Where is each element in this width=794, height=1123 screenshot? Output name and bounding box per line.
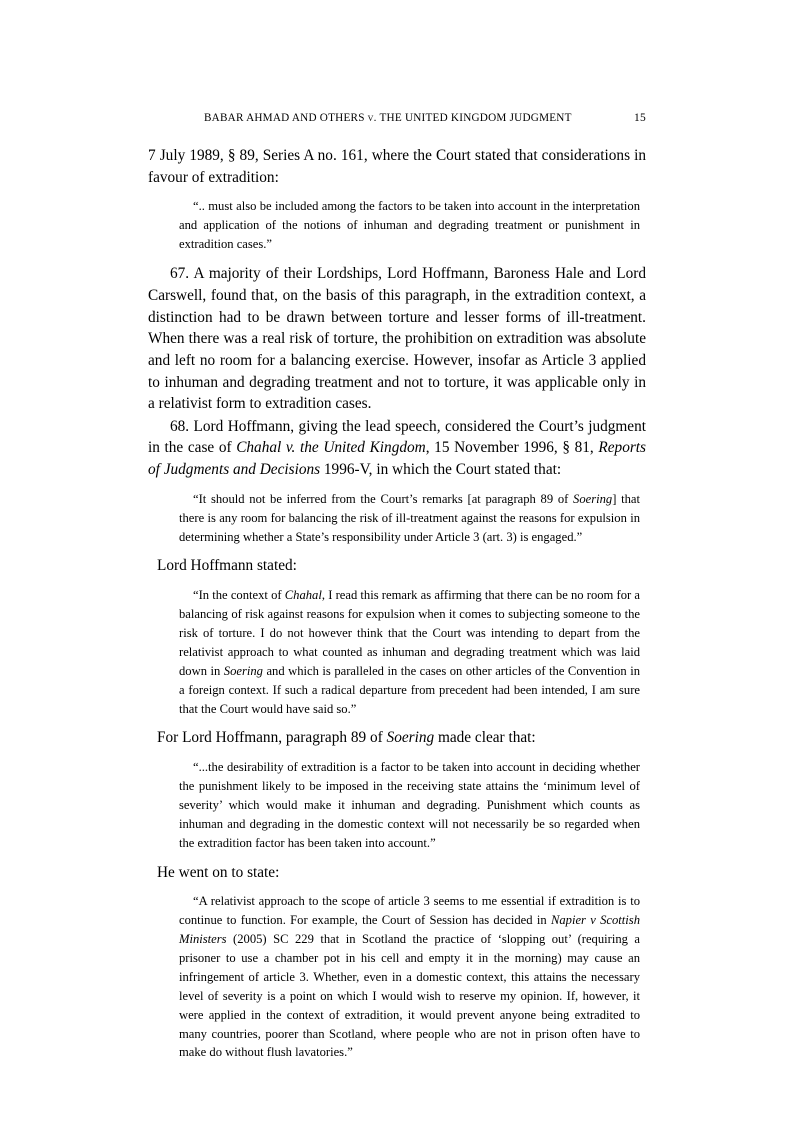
case-name-chahal-2: Chahal [284, 588, 322, 603]
blockquote-chahal-text [179, 490, 640, 547]
page-body [148, 145, 646, 1062]
reports-citation: Reports of Judgments and Decisions [148, 439, 646, 479]
blockquote-relativist-text [179, 892, 640, 1062]
page-number: 15 [634, 112, 646, 124]
lead-in-he-went-on: He went on to state: [157, 863, 280, 881]
case-name-soering-2: Soering [223, 663, 263, 678]
blockquote-soering [148, 197, 646, 254]
lead-in-lord-hoffmann-stated: Lord Hoffmann stated: [157, 557, 297, 575]
blockquote-chahal-part2: ] that there is any room for balancing the risk of ill-treatment against the reasons for expulsion in determining whether a State’s responsibility under Article 3 (art. 3) is engaged.” [179, 491, 640, 544]
case-name-soering: Soering [573, 491, 613, 506]
bq3-part1: “In the context of [193, 588, 285, 603]
paragraph-continuation: 7 July 1989, § 89, Series A no. 161, where the Court stated that considerations in favour of extradition: [148, 147, 646, 186]
blockquote-chahal [148, 490, 646, 547]
lead-2-part2: made clear that: [434, 729, 536, 747]
case-name-chahal: Chahal v. the United Kingdom [236, 439, 426, 457]
case-name-napier: Napier v Scottish Ministers [179, 913, 641, 947]
blockquote-soering-text: “.. must also be included among the factors to be taken into account in the interpretation and application of the notions of inhuman and degrading treatment or punishment in extradition cases.” [179, 199, 640, 252]
blockquote-hoffmann-context-text [179, 586, 640, 718]
paragraph-67: 67. A majority of their Lordships, Lord Hoffmann, Baroness Hale and Lord Carswell, found that, on the basis of this paragraph, in the extradition context, a distinction had to be drawn between torture and lesser forms of ill-treatment. When there was a real risk of torture, the prohibition on extradition was absolute and left no room for a balancing exercise. However, insofar as Article 3 applied to inhuman and degrading treatment and not to torture, it was applicable only in a relativist form to extradition cases. [148, 265, 646, 413]
blockquote-desirability [148, 758, 646, 852]
paragraph-68-part1: 68. Lord Hoffmann, giving the lead speech, considered the Court’s judgment in the case of [148, 417, 646, 457]
bq5-part2: (2005) SC 229 that in Scotland the practice of ‘slopping out’ (requiring a prisoner to use a chamber pot in his cell and empty it in the morning) may cause an infringement of article 3. Whether, even in a domestic context, this attains the necessary level of severity is a point on which I would wish to reserve my opinion. If, however, it were applied in the context of extradition, it would prevent anyone being extradited to many countries, poorer than Scotland, where people who are not in prison often have to make do without flush lavatories.” [179, 932, 640, 1060]
case-name-soering-3: Soering [386, 729, 435, 747]
blockquote-desirability-text: “...the desirability of extradition is a factor to be taken into account in deciding whether the punishment likely to be imposed in the receiving state attains the ‘minimum level of severity’ which would make it inhuman and degrading. Punishment which counts as inhuman and degrading in the domestic context will not necessarily be so regarded when the extradition factor has been taken into account.” [179, 760, 640, 850]
bq3-part2: , I read this remark as affirming that there can be no room for a balancing of risk against reasons for expulsion when it comes to subjecting someone to the risk of torture. I do not however think that the Court was intending to depart from the relativist approach to what counted as inhuman and degrading treatment which was laid down in [179, 588, 640, 678]
bq5-part1: “A relativist approach to the scope of article 3 seems to me essential if extradition is to continue to function. For example, the Court of Session has decided in [179, 894, 640, 928]
blockquote-hoffmann-context [148, 586, 646, 718]
lead-2-part1: For Lord Hoffmann, paragraph 89 of [157, 729, 387, 747]
blockquote-chahal-part1: “It should not be inferred from the Court’s remarks [at paragraph 89 of [193, 491, 574, 506]
blockquote-relativist [148, 892, 646, 1062]
bq3-part3: and which is paralleled in the cases on other articles of the Convention in a foreign context. If such a radical departure from precedent had been intended, I am sure that the Court would have said so.” [179, 663, 640, 716]
lead-in-paragraph-89 [148, 727, 646, 749]
paragraph-68-part3: 1996-V, in which the Court stated that: [320, 461, 562, 479]
paragraph-68-part2: , 15 November 1996, § 81, [425, 439, 599, 457]
paragraph-68 [148, 416, 646, 481]
running-header [148, 112, 646, 130]
running-header-title: BABAR AHMAD AND OTHERS v. THE UNITED KINGDOM JUDGMENT [204, 112, 572, 124]
